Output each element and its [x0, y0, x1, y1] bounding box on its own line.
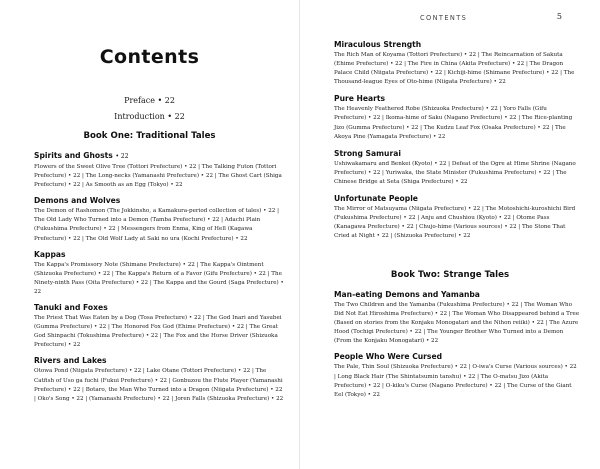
left-toc-column	[34, 151, 284, 410]
section-entries: The Two Children and the Yamanba (Fukushima Prefecture) • 22 | The Woman Who Did Not Eat Hiroshima Prefecture) • 22 | The Woman Who Disappeared behind a Tree (Based on stories from the Konjaku Monogatari and the Nihon reiiki) • 22 | The Azure Hood (Tochigi Prefecture) • 22 | The Younger Brother Who Turned into a Demon (From the Konjaku Monogatari) • 22	[334, 302, 580, 345]
section-heading: Tanuki and Foxes	[34, 303, 108, 313]
section-heading: Demons and Wolves	[34, 196, 121, 206]
book-one-label: Book One:	[83, 131, 134, 141]
section-heading: Miraculous Strength	[334, 40, 422, 49]
book-two-label: Book Two:	[390, 270, 441, 280]
section-heading: Strong Samurai	[334, 148, 401, 158]
toc-section	[34, 303, 284, 350]
book-one-title: Traditional Tales	[136, 131, 216, 141]
section-heading: Rivers and Lakes	[34, 356, 107, 366]
toc-section	[334, 149, 580, 187]
toc-section	[34, 151, 284, 190]
section-entries: The Mirror of Matsuyama (Niigata Prefecture) • 22 | The Motoshichi-kuroshichi Bird (Fukushima Prefecture) • 22 | Anju and Chushiou (Kyoto) • 22 | Otome Pass (Kanagawa Prefecture) • 22 | Chujo-hime (Various sources) • 22 | The Stone That Cried at Night • 22 | (Shizuoka Prefecture) • 22	[334, 206, 576, 240]
running-head-title: CONTENTS	[420, 14, 468, 22]
right-page	[300, 0, 600, 469]
page-number: 5	[556, 12, 562, 21]
right-toc-column-book-two	[334, 290, 580, 406]
page-title: Contents	[99, 46, 200, 68]
toc-section	[334, 94, 580, 141]
toc-section	[334, 40, 580, 87]
toc-section	[34, 196, 284, 243]
toc-section	[34, 250, 284, 297]
section-page-number: • 22	[115, 153, 129, 160]
book-two-title: Strange Tales	[443, 270, 510, 280]
section-entries: The Demon of Rashomon (The Jokkinsho, a Kamakura-period collection of tales) • 22 | The Old Lady Who Turned into a Demon (Tamba Prefecture) • 22 | Adachi Plain (Fukushima Prefecture) • 22 | Messengers from Enma, King of Hell (Kagawa Prefecture) • 22 | The Old Wolf Lady at Saki no ura (Kochi Prefecture) • 22	[34, 208, 279, 242]
section-entries: Flowers of the Sweet Olive Tree (Tottori Prefecture) • 22 | The Talking Futon (Tottori Prefecture) • 22 | The Long-necks (Yamanashi Prefecture) • 22 | The Ghost Cart (Shiga Prefecture) • 22 | As Smooth as an Egg (Tokyo) • 22	[34, 164, 282, 189]
section-entries: The Heavenly Feathered Robe (Shizuoka Prefecture) • 22 | Yoro Falls (Gifu Prefecture) • 22 | Ikoma-hime of Saku (Nagano Prefecture) • 22 | The Rice-planting Jizo (Gumma Prefecture) • 22 | The Kudzu Leaf Fox (Osaka Prefecture) • 22 | The Akoya Pine (Yamagata Prefecture) • 22	[334, 106, 573, 140]
left-page	[0, 0, 299, 469]
section-entries: The Rich Man of Koyama (Tottori Prefecture) • 22 | The Reincarnation of Sakuta (Ehime Prefecture) • 22 | The Fire in China (Akita Prefecture) • 22 | The Dragon Palace Child (Niigata Prefecture) • 22 | Kichiji-hime (Shimane Prefecture) • 22 | The Thousand-league Eyes of Oto-hime (Niigata Prefecture) • 22	[334, 52, 575, 86]
introduction-entry: Introduction • 22	[114, 112, 185, 121]
preface-entry: Preface • 22	[124, 96, 175, 105]
section-entries: The Kappa's Promissory Note (Shimane Prefecture) • 22 | The Kappa's Ointment (Shizuoka Prefecture) • 22 | The Kappa's Return of a Favor (Gifu Prefecture) • 22 | The Ninety-ninth Pass (Oita Prefecture) • 22 | The Kappa and the Gourd (Saga Prefecture) • 22	[34, 261, 284, 295]
section-heading: Kappas	[34, 249, 66, 259]
section-heading: Unfortunate People	[334, 194, 418, 204]
toc-section	[334, 194, 580, 241]
section-entries: Otowa Pond (Niigata Prefecture) • 22 | Lake Otane (Tottori Prefecture) • 22 | The Catfish of Uso ga fuchi (Fukui Prefecture) • 22 | Gonbuzou the Flute Player (Yamanashi Prefecture) • 22 | Botaro, the Man Who Turned into a Dragon (Niigata Prefecture) • 22 | Oko's Song • 22 | (Yamanashi Prefecture) • 22 | Joren Falls (Shizuoka Prefecture) • 22	[34, 368, 284, 402]
toc-section	[34, 356, 284, 403]
book-one-heading	[0, 131, 299, 141]
right-toc-column	[334, 40, 580, 248]
toc-section	[334, 290, 580, 346]
section-heading: People Who Were Cursed	[334, 352, 443, 362]
section-entries: The Priest That Was Eaten by a Dog (Tosa Prefecture) • 22 | The God Inari and Yasubei (Gumma Prefecture) • 22 | The Honored Fox God (Ehime Prefecture) • 22 | The Great God Shinpachi (Tokushima Prefecture) • 22 | The Fox and the Horse Driver (Shizuoka Prefecture) • 22	[34, 315, 282, 349]
section-entries: The Pale, Thin Soul (Shizuoka Prefecture) • 22 | O-iwa's Curse (Various sources) • 22 | Long Black Hair (The Shintatsumin tanshu) • 22 | The O-matsu Jizo (Akita Prefecture) • 22 | O-kiku's Curse (Nagano Prefecture) • 22 | The Curse of the Giant Eel (Tokyo) • 22	[334, 364, 577, 398]
section-heading: Man-eating Demons and Yamanba	[334, 290, 480, 299]
section-entries: Ushiwakamaru and Benkei (Kyoto) • 22 | Defeat of the Ogre at Hime Shrine (Nagano Prefecture) • 22 | Yuriwaka, the State Minister (Fukushima Prefecture) • 22 | The Chinese Bridge at Seta (Shiga Prefecture) • 22	[334, 160, 576, 185]
section-heading: Spirits and Ghosts • 22	[34, 151, 129, 160]
book-two-heading	[300, 270, 600, 280]
section-heading: Pure Hearts	[334, 94, 386, 104]
toc-section	[334, 352, 580, 399]
